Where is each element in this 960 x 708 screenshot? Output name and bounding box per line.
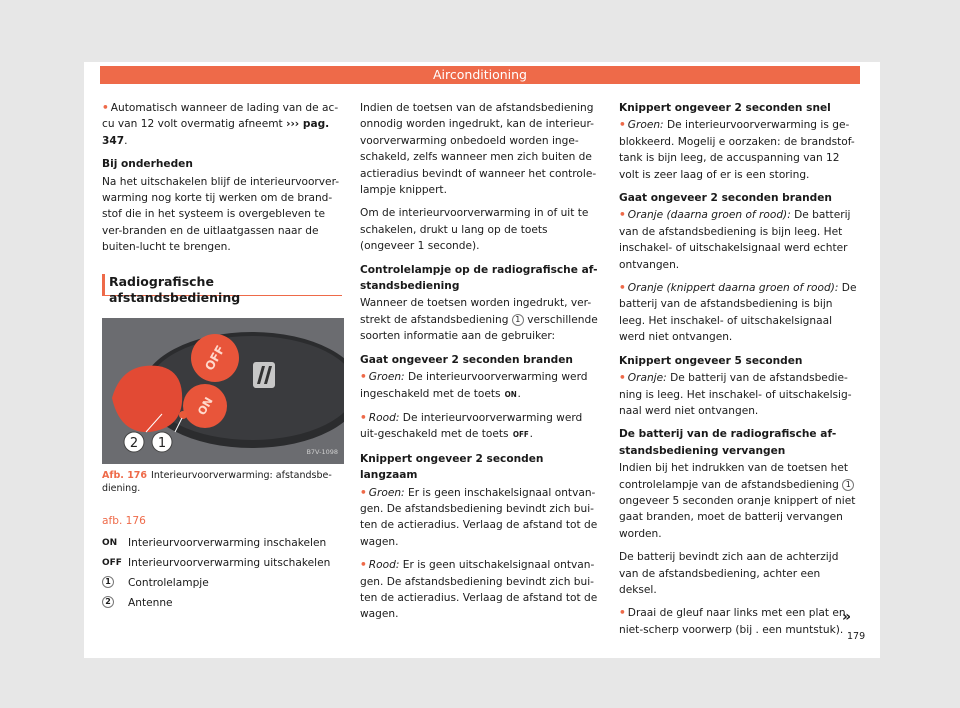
bullet-item: • Oranje (daarna groen of rood): De batterij van de afstandsbediening is bijn leeg. Het inschakel- of uitschakelsignaal werd echter ontvangen. [619,209,851,271]
bullet-icon: • [360,411,367,424]
bullet-icon: • [619,372,626,385]
on-label: ON [195,394,216,418]
bullet-item: • Groen: Er is geen inschakelsignaal ontvan-gen. De afstandsbediening bevindt zich bui-ten de actieradius. Verlaag de afstand tot de wagen. [360,486,598,548]
column-3 [619,100,861,645]
continue-arrow-icon: » [842,609,852,625]
subheading: Gaat ongeveer 2 seconden branden [360,353,573,366]
bullet-icon: • [619,282,626,295]
number-1-icon: 1 [842,479,854,491]
number-1-icon: 1 [512,314,524,326]
bullet-item: • Groen: De interieurvoorverwarming werd ingeschakeld met de toets ON. [360,369,602,403]
bullet-icon: • [619,607,626,620]
bullet-icon: • [360,486,367,499]
on-key-icon: ON [504,389,517,399]
legend-row: OFF Interieurvoorverwarming uitschakelen [102,553,342,573]
bullet-item: • Draai de gleuf naar links met een plat en niet-scherp voorwerp (bij . een muntstuk). [619,607,846,636]
subheading: Knippert ongeveer 2 seconden langzaam [360,452,544,482]
notes-heading: Bij onderheden [102,158,193,171]
bullet-icon: • [360,559,367,572]
paragraph: Wanneer de toetsen worden ingedrukt, ver-strekt de afstandsbediening 1 verschillende soorten informatie aan de gebruiker: [360,297,598,343]
bullet-item: • Oranje: De batterij van de afstandsbedie-ning is leeg. Het inschakel- of uitschakelsig-naal werd niet ontvangen. [619,372,852,417]
legend-row: 2 Antenne [102,593,342,613]
notes-paragraph: Na het uitschakelen blijf de interieurvoorver-warming nog korte tij werken om de brand-stof die in het systeem is overgebleven te ver-branden en de uitlaatgassen naar de buiten-lucht te brengen. [102,175,340,254]
marker-1: 1 [157,435,167,451]
column-1 [102,100,342,613]
chapter-header: Airconditioning [100,66,860,84]
paragraph: Om de interieurvoorverwarming in of uit te schakelen, drukt u lang op de toets (ongeveer 1 seconde). [360,207,589,253]
figure-id: B7V-1098 [306,448,338,457]
bullet-item: • Groen: De interieurvoorverwarming is ge-blokkeerd. Mogelij e oorzaken: de brandstof-tank is bijn leeg, de accuspanning van 12 volt is zeer laag of er is een storing. [619,119,855,181]
figure-caption: Afb. 176 Interieurvoorverwarming: afstandsbe-diening. [102,469,332,494]
off-label: OFF [202,342,228,373]
bullet-item: • Oranje (knippert daarna groen of rood): De batterij van de afstandsbediening is bijn leeg. Het inschakel- of uitschakelsignaal werd niet ontvangen. [619,282,857,344]
page-reference-link[interactable]: ››› pag. 347 [102,118,330,147]
legend-title: afb. 176 [102,514,146,527]
off-key-icon: OFF [102,557,122,568]
indicator-lamp [179,411,187,419]
bullet-icon: • [619,209,626,222]
bullet-item: • Rood: Er is geen uitschakelsignaal ontvan-gen. De afstandsbediening bevindt zich bui-ten de actieradius. Verlaag de afstand tot de wagen. [360,559,598,621]
paragraph: Indien de toetsen van de afstandsbediening onnodig worden ingedrukt, kan de interieur-voorverwarming onbedoeld worden inge-schakeld, zelfs wanneer men zich buiten de actieradius bevindt of wanneer het controle-lampje knippert. [360,102,597,197]
on-key-icon: ON [102,537,118,548]
paragraph: Indien bij het indrukken van de toetsen het controlelampje van de afstandsbediening 1 ongeveer 5 seconden oranje knippert of niet gaat branden, moet de batterij vervangen worden. [619,462,856,540]
legend-row: 1 Controlelampje [102,573,342,593]
subheading: Knippert ongeveer 2 seconden snel [619,102,831,114]
intro-paragraph: • Automatisch wanneer de lading van de ac-cu van 12 volt overmatig afneemt ››› pag. 347. [102,102,339,147]
page-number: 179 [847,631,866,642]
remote-control-illustration [102,318,344,464]
column-2 [360,100,602,630]
subheading: De batterij van de radiografische af-standsbediening vervangen [619,428,837,457]
bullet-icon: • [360,371,367,384]
seat-logo-icon [253,362,275,388]
marker-2: 2 [129,435,139,451]
subheading: Gaat ongeveer 2 seconden branden [619,192,832,205]
subheading: Knippert ongeveer 5 seconden [619,354,803,367]
number-2-icon: 2 [102,596,114,608]
paragraph: De batterij bevindt zich aan de achterzijd van de afstandsbediening, achter een deksel. [619,551,839,596]
legend-row: ON Interieurvoorverwarming inschakelen [102,533,342,553]
section-title: Radiografische afstandsbediening [102,274,342,296]
bullet-item: • Rood: De interieurvoorverwarming werd uit-geschakeld met de toets OFF. [360,410,602,444]
remote-control-figure [102,318,344,464]
number-1-icon: 1 [102,576,114,588]
bullet-icon: • [619,119,626,132]
off-key-icon: OFF [512,430,529,440]
bullet-icon: • [102,102,109,114]
subheading: Controlelampje op de radiografische af-standsbediening [360,263,598,293]
